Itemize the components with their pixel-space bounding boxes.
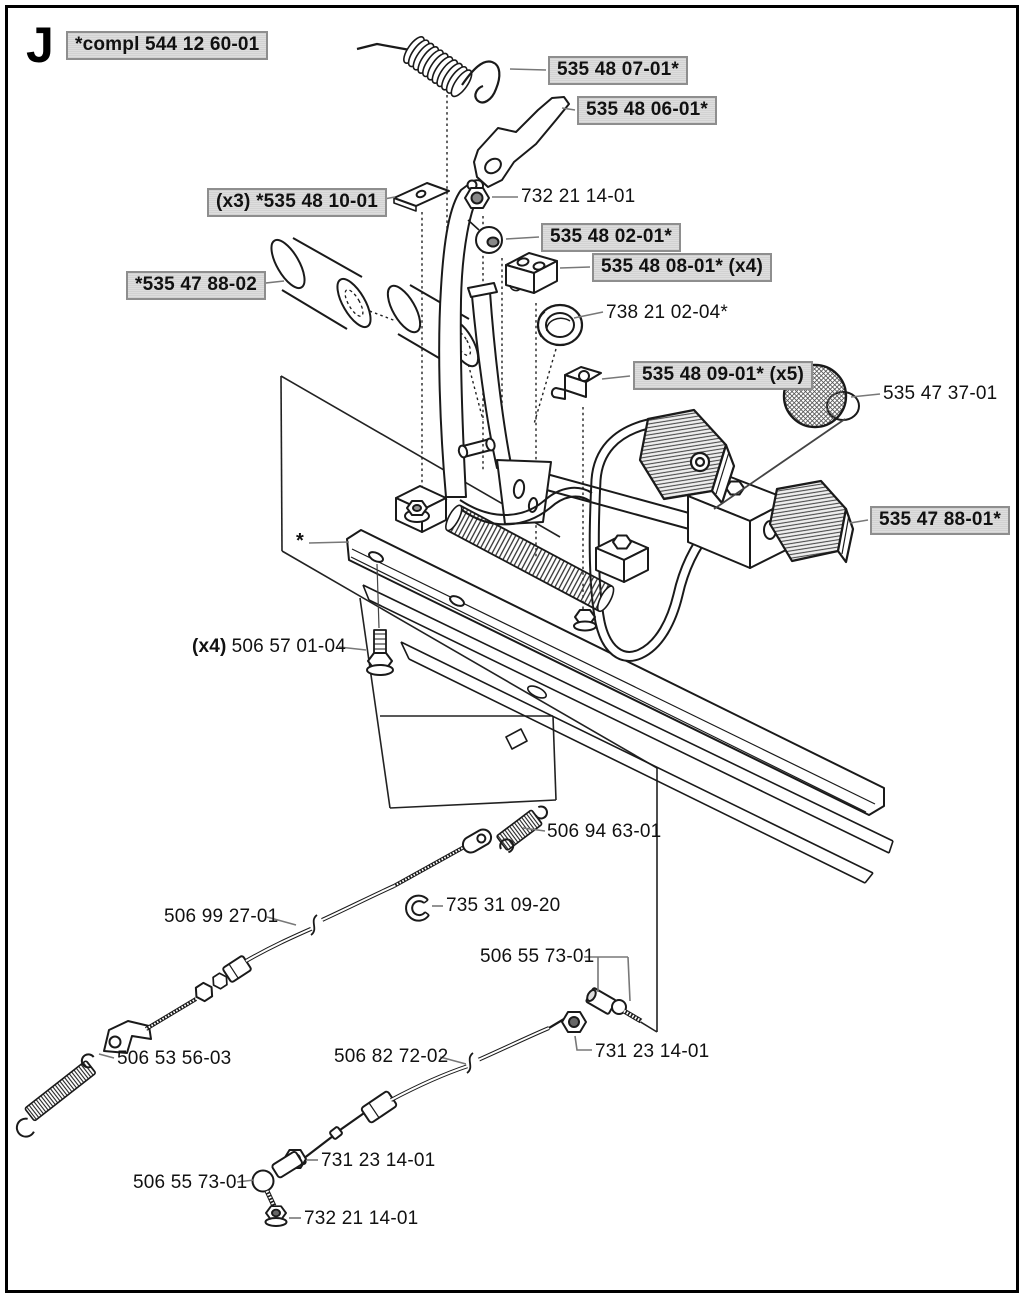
part-label-735-31-09-20: 735 31 09-20 [446, 895, 561, 916]
part-label-506-82-72-02: 506 82 72-02 [334, 1046, 449, 1067]
asterisk-marker: * [296, 530, 304, 552]
cable-guide-block [506, 253, 557, 293]
section-letter: J [26, 17, 54, 73]
part-label-731-23-14-01-upper: 731 23 14-01 [595, 1041, 710, 1062]
part-label-535-48-10-01: (x3) *535 48 10-01 [207, 188, 387, 217]
cable-clamp [552, 367, 601, 399]
part-number: 506 57 01-04 [231, 636, 346, 657]
part-label-731-23-14-01-lower: 731 23 14-01 [321, 1150, 436, 1171]
part-label-535-47-88-01: 535 47 88-01* [870, 506, 1010, 535]
part-label-compl-544-12-60-01: *compl 544 12 60-01 [66, 31, 268, 60]
part-label-732-21-14-01-lower: 732 21 14-01 [304, 1208, 419, 1229]
torsion-spring [357, 34, 499, 103]
hex-nut-top [465, 188, 489, 208]
part-label-506-94-63-01: 506 94 63-01 [547, 821, 662, 842]
part-label-506-99-27-01: 506 99 27-01 [164, 906, 279, 927]
throttle-cable [297, 1019, 564, 1165]
mount-block-mid [596, 536, 648, 583]
part-label-535-48-06-01: 535 48 06-01* [577, 96, 717, 125]
part-label-738-21-02-04: 738 21 02-04* [606, 302, 728, 323]
bushing [468, 220, 502, 253]
part-label-535-48-09-01: 535 48 09-01* (x5) [633, 361, 813, 390]
part-label-535-47-88-02: *535 47 88-02 [126, 271, 266, 300]
part-label-506-57-01-04 [192, 636, 346, 658]
part-label-506-53-56-03: 506 53 56-03 [117, 1048, 232, 1069]
brake-cable [104, 827, 494, 1053]
part-label-535-47-37-01: 535 47 37-01 [883, 383, 998, 404]
grommet-ring [538, 305, 582, 345]
hex-bolt-on-rail [574, 610, 596, 631]
brake-lever-plate [474, 97, 569, 187]
part-label-535-48-07-01: 535 48 07-01* [548, 56, 688, 85]
retainer-clip [406, 896, 429, 921]
quantity-prefix: (x4) [192, 636, 227, 657]
hex-nut-washer [405, 501, 429, 522]
part-label-732-21-14-01-top: 732 21 14-01 [521, 186, 636, 207]
part-label-506-55-73-01-lower: 506 55 73-01 [133, 1172, 248, 1193]
mount-plate-x3 [394, 183, 449, 211]
ball-joint-lower [253, 1150, 307, 1226]
pedal-pad-mounted [640, 410, 734, 503]
part-label-535-48-08-01: 535 48 08-01* (x4) [592, 253, 772, 282]
part-label-506-55-73-01-upper: 506 55 73-01 [480, 946, 595, 967]
extension-spring-long [6, 1052, 108, 1141]
part-label-535-48-02-01: 535 48 02-01* [541, 223, 681, 252]
